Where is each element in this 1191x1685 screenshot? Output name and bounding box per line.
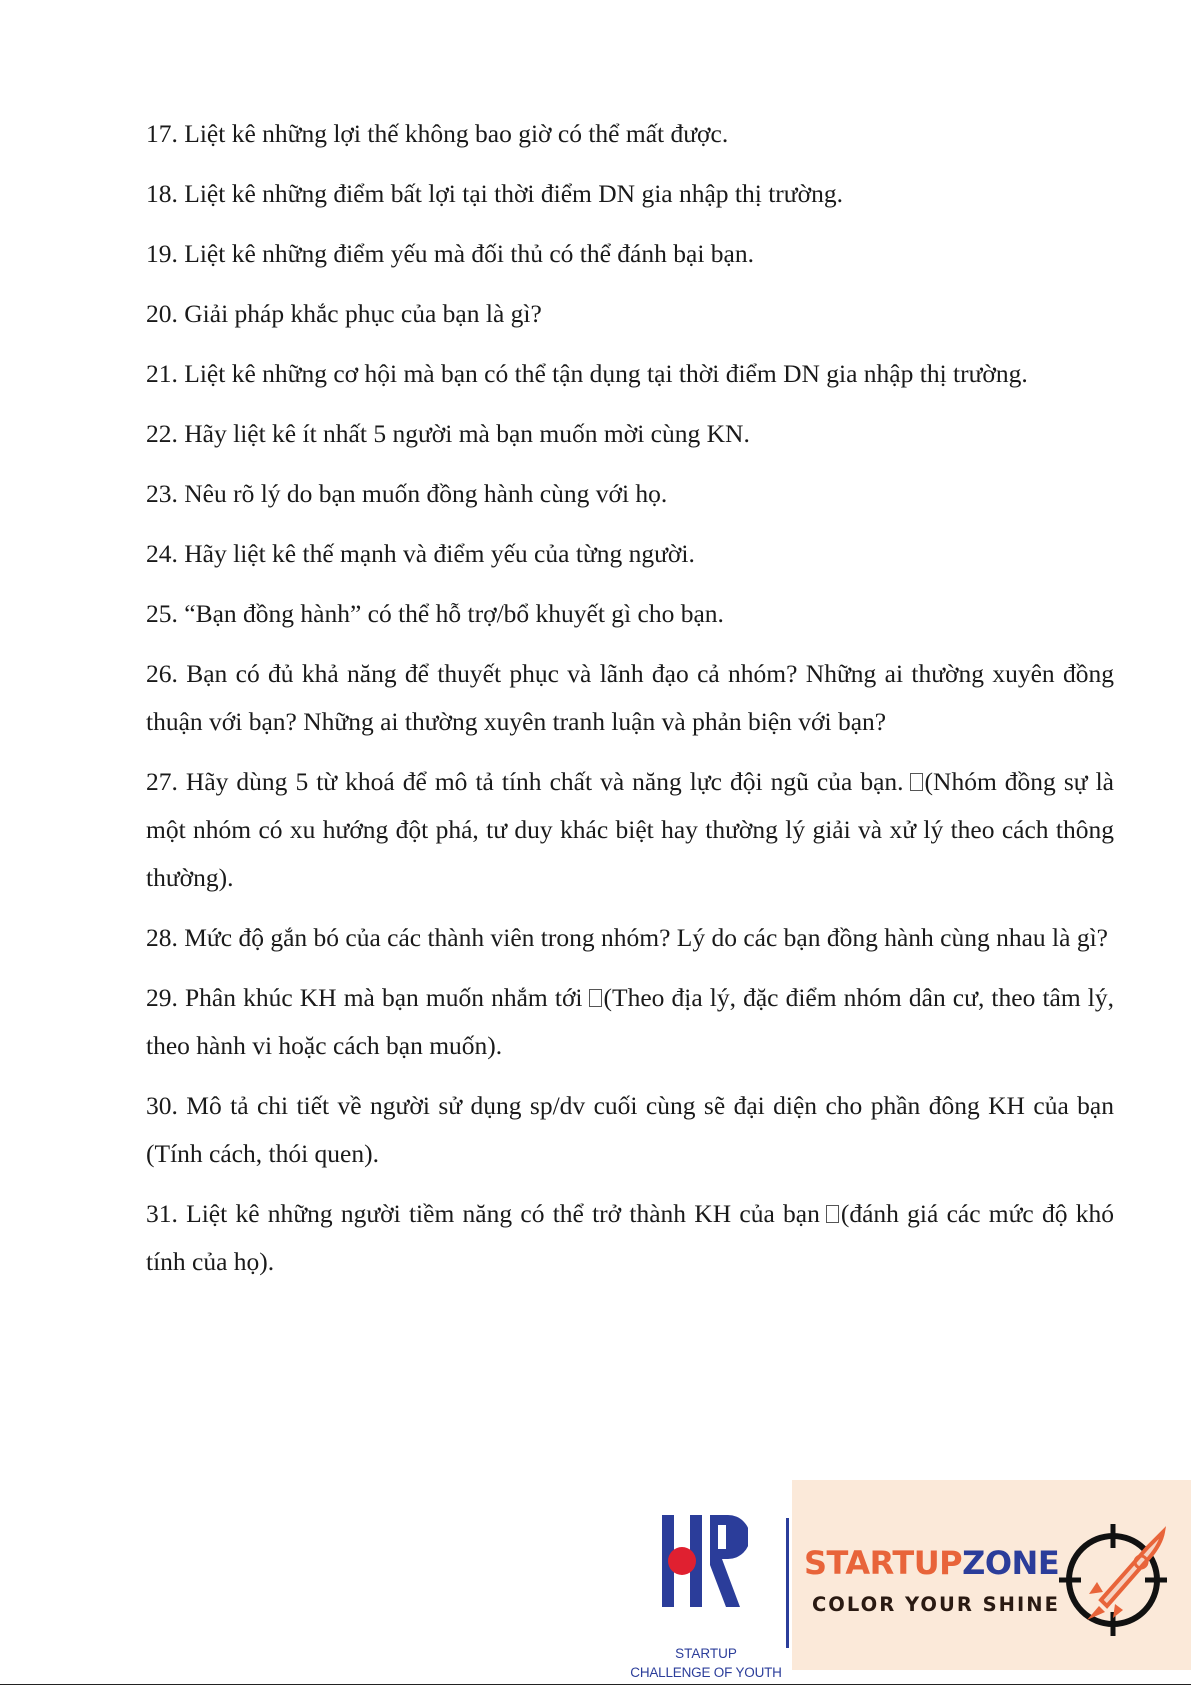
- question-29: 29. Phân khúc KH mà bạn muốn nhắm tới (Theo địa lý, đặc điểm nhóm dân cư, theo tâm lý, theo hành vi hoặc cách bạn muốn).: [146, 983, 1114, 1060]
- hr-startup-challenge-logo: [626, 1515, 786, 1685]
- question-25: 25. “Bạn đồng hành” có thể hỗ trợ/bổ khuyết gì cho bạn.: [146, 599, 724, 628]
- document-body: [146, 110, 1114, 1298]
- startupzone-title: STARTUPZONE: [804, 1544, 1060, 1582]
- question-30: 30. Mô tả chi tiết về người sử dụng sp/dv cuối cùng sẽ đại diện cho phần đông KH của bạn (Tính cách, thói quen).: [146, 1091, 1114, 1168]
- missing-glyph-icon: [589, 989, 602, 1007]
- hr-logo-line1: STARTUP: [675, 1646, 737, 1661]
- question-23: 23. Nêu rõ lý do bạn muốn đồng hành cùng với họ.: [146, 479, 668, 508]
- logo-divider: [786, 1518, 789, 1648]
- startupzone-slogan: COLOR YOUR SHINE: [812, 1593, 1060, 1616]
- question-24: 24. Hãy liệt kê thế mạnh và điểm yếu của từng người.: [146, 539, 695, 568]
- question-19: 19. Liệt kê những điểm yếu mà đối thủ có thể đánh bại bạn.: [146, 239, 754, 268]
- question-18: 18. Liệt kê những điểm bất lợi tại thời điểm DN gia nhập thị trường.: [146, 179, 843, 208]
- question-17: 17. Liệt kê những lợi thế không bao giờ có thể mất được.: [146, 119, 729, 148]
- hr-logo-icon: [662, 1515, 748, 1607]
- rocket-target-icon: [1059, 1518, 1179, 1638]
- question-21: 21. Liệt kê những cơ hội mà bạn có thể tận dụng tại thời điểm DN gia nhập thị trường.: [146, 359, 1028, 388]
- hr-logo-line2: CHALLENGE OF YOUTH: [630, 1665, 782, 1680]
- startupzone-logo: [792, 1480, 1191, 1670]
- missing-glyph-icon: [826, 1205, 839, 1223]
- question-22: 22. Hãy liệt kê ít nhất 5 người mà bạn muốn mời cùng KN.: [146, 419, 750, 448]
- question-26: 26. Bạn có đủ khả năng để thuyết phục và lãnh đạo cả nhóm? Những ai thường xuyên đồng thuận với bạn? Những ai thường xuyên tranh luận và phản biện với bạn?: [146, 659, 1114, 736]
- question-31: 31. Liệt kê những người tiềm năng có thể trở thành KH của bạn (đánh giá các mức độ khó tính của họ).: [146, 1199, 1115, 1276]
- question-20: 20. Giải pháp khắc phục của bạn là gì?: [146, 299, 542, 328]
- missing-glyph-icon: [910, 773, 923, 791]
- footer-logos: [0, 1480, 1191, 1685]
- question-28: 28. Mức độ gắn bó của các thành viên trong nhóm? Lý do các bạn đồng hành cùng nhau là gì?: [146, 923, 1108, 952]
- question-27: 27. Hãy dùng 5 từ khoá để mô tả tính chất và năng lực đội ngũ của bạn. (Nhóm đồng sự là một nhóm có xu hướng đột phá, tư duy khác biệt hay thường lý giải và xử lý theo cách thông thường).: [146, 767, 1115, 892]
